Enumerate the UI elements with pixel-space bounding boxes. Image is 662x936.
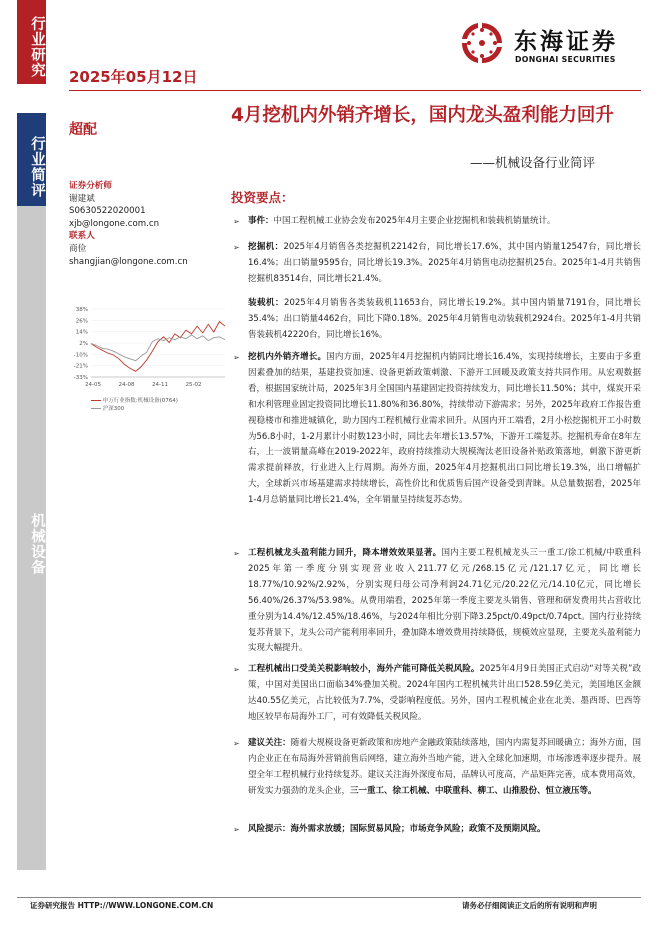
chart-x-tick-label: 24-05	[85, 382, 101, 388]
bullet-icon: ➢	[233, 739, 240, 748]
logo-mark-icon	[458, 19, 506, 67]
chart-x-tick-label: 24-11	[152, 382, 168, 388]
logo-cn: 东海证券	[514, 29, 618, 55]
para-event-lead: 事件：	[248, 216, 274, 226]
legend-item-hs300	[91, 404, 178, 412]
category-tab: 行业研究	[17, 0, 46, 84]
footer-divider	[17, 897, 641, 898]
chart-legend	[91, 396, 178, 412]
para-loader	[248, 296, 641, 344]
chart-y-tick-label: 14%	[75, 329, 88, 336]
chart-series-line-0	[91, 322, 225, 372]
para-event	[248, 214, 641, 230]
para-recommend	[248, 736, 641, 800]
section-title: 投资要点：	[231, 190, 294, 205]
para-loader-lead: 装载机：	[248, 298, 285, 308]
para-domestic-overseas	[248, 350, 641, 509]
industry-tab: 机械设备	[17, 206, 46, 870]
chart-y-tick-label: 2%	[79, 341, 88, 347]
para-recommend-tail: 三一重工、徐工机械、中联重科、柳工、山推股份、恒立液压等。	[350, 785, 597, 796]
chart-y-tick-label: -33%	[73, 375, 88, 381]
legend-swatch-sector	[91, 400, 101, 401]
footer-right: 请务必仔细阅读正文后的所有说明和声明	[462, 901, 597, 910]
para-tariff-lead: 工程机械出口受美关税影响较小，海外产能可降低关税风险。	[248, 664, 480, 674]
header-divider	[69, 90, 641, 91]
report-title: 4月挖机内外销齐增长，国内龙头盈利能力回升	[231, 105, 614, 126]
chart-y-tick-label: -21%	[73, 363, 88, 370]
report-subtitle: ——机械设备行业简评	[470, 155, 596, 170]
analyst-email[interactable]: xjb@longone.com.cn	[69, 218, 160, 229]
para-risk-text: 海外需求放缓；国际贸易风险；市场竞争风险；政策不及预期风险。	[290, 824, 546, 834]
para-excavator-text: 2025年4月销售各类挖掘机22142台，同比增长17.6%，其中国内销量12547台，同比增长16.4%；出口销量9595台，同比增长19.3%。2025年4月销售电动挖掘机25台。2025年1-4月共销售挖掘机83514台，同比增长21.4%。	[248, 242, 641, 284]
company-logo	[458, 15, 642, 75]
legend-label-sector: 申万行业指数:机械设备(0764)	[102, 398, 178, 404]
para-recommend-lead: 建议关注：	[248, 738, 291, 748]
chart-y-tick-label: 26%	[75, 318, 88, 325]
legend-item-sector	[91, 396, 178, 404]
para-profitability-text: 国内主要工程机械龙头三一重工/徐工机械/中联重科2025年第一季度分别实现营业收入211.77亿元/268.15亿元/121.17亿元，同比增长18.77%/10.92%/2.92%，分别实现归母公司净利润24.71亿元/20.22亿元/14.10亿元，同比增长56.40%/26.37%/53.98%。从费用端看，2025年第一季度主要龙头销售、管理和研发费用共占营收比重分别为14.4%/12.45%/18.46%，与2024年相比分别下降3.25pct/0.49pct/0.74pct。国内行业持续复苏背景下，龙头公司产能利用率回升，叠加降本增效费用持续降低，规模效应显现，主要龙头盈利能力实现大幅提升。	[248, 548, 641, 654]
contact-label: 联系人	[69, 231, 95, 242]
para-excavator-lead: 挖掘机：	[248, 242, 284, 252]
chart-y-tick-label: 38%	[75, 307, 88, 313]
bullet-icon: ➢	[233, 665, 240, 674]
para-profitability-lead: 工程机械龙头盈利能力回升，降本增效效果显著。	[248, 548, 442, 558]
rating: 超配	[69, 122, 97, 138]
legend-label-hs300: 沪深300	[102, 406, 125, 412]
contact-email[interactable]: shangjian@longone.com.cn	[69, 256, 188, 267]
para-risk	[248, 822, 641, 838]
contact-name: 商俭	[69, 243, 87, 254]
para-recommend-text: 随着大规模设备更新政策和房地产金融政策陆续落地，国内内需复苏回暖确立；海外方面，国内企业正在布局海外营销前售后网络，建立海外当地产能，进入全球化加速期，市场渗透率逐步提升。展望全年工程机械行业持续复苏。建议关注海外深度布局，品牌认可度高，产品矩阵完善，成本费用高效，研发实力强劲的龙头企业，	[248, 738, 641, 796]
chart-x-tick-label: 24-08	[118, 382, 135, 388]
para-profitability	[248, 546, 641, 657]
legend-swatch-hs300	[91, 408, 101, 409]
para-tariff	[248, 662, 641, 726]
bullet-icon: ➢	[233, 217, 240, 226]
para-domestic-overseas-lead: 挖机内外销齐增长。	[248, 352, 327, 362]
footer-left[interactable]: 证券研究报告 HTTP://WWW.LONGONE.COM.CN	[30, 901, 214, 910]
report-date: 2025年05月12日	[69, 68, 198, 86]
bullet-icon: ➢	[233, 243, 240, 252]
logo-en: DONGHAI SECURITIES	[515, 55, 616, 64]
para-domestic-overseas-text: 国内方面，2025年4月挖掘机内销同比增长16.4%，实现持续增长，主要由于多重因素叠加的结果，基建投资加速、设备更新政策刺激、下游开工回暖及政策支持共同作用。从宏观数据看，根据国家统计局，2025年3月全国国内基建固定投资持续发力，同比增长11.50%；其中，煤炭开采和水利管理业固定投资同比增长11.80%和36.80%，持续带动下游需求；另外，2025年政府工作报告重视稳楼市和推进城镇化，助力国内工程机械行业需求回升。从国内开工端看，2月小松挖掘机开工小时数为56.8小时，1-2月累计小时数123小时，同比去年增长13.57%，下游开工端复苏。挖掘机寿命在8年左右，上一波销量高峰在2019-2022年，政府持续推动大规模淘汰老旧设备补贴政策落地，刺激下游更新需求提前释放，行业进入上行周期。海外方面，2025年4月挖掘机出口同比增长19.3%，出口增幅扩大，全球新兴市场基建需求持续增长，高性价比和优质售后国产设备受到青睐。从总量数据看，2025年1-4月总销量同比增长21.4%，全年销量呈持续复苏态势。	[248, 352, 641, 506]
para-risk-lead: 风险提示：	[248, 824, 291, 834]
analyst-code: S0630522020001	[69, 206, 146, 217]
para-event-text: 中国工程机械工业协会发布2025年4月主要企业挖掘机和装载机销量统计。	[273, 216, 556, 226]
analyst-block	[69, 180, 219, 268]
para-tariff-text: 2025年4月9日美国正式启动“对等关税”政策，中国对美国出口面临34%叠加关税。2024年国内工程机械共计出口528.59亿美元，美国地区金额达40.55亿美元，占比较低为7.7%，受影响程度低。另外，国内工程机械企业在北美、墨西哥、巴西等地区较早布局海外工厂，可有效降低关税风险。	[248, 664, 641, 722]
analyst-name: 谢建斌	[69, 193, 95, 204]
chart-x-tick-label: 25-02	[185, 382, 202, 388]
index-chart	[69, 303, 227, 415]
bullet-icon: ➢	[233, 825, 240, 834]
doc-type-tab: 行业简评	[17, 113, 46, 206]
chart-y-tick-label: -10%	[73, 352, 88, 359]
bullet-icon: ➢	[233, 549, 240, 558]
para-loader-text: 2025年4月销售各类装载机11653台，同比增长19.2%。其中国内销量7191台，同比增长35.4%；出口销量4462台，同比下降0.18%。2025年4月销售电动装载机2924台。2025年1-4月共销售装载机42220台，同比增长16%。	[248, 298, 641, 340]
analyst-label: 证券分析师	[69, 181, 112, 191]
chart-series-line-1	[91, 335, 225, 361]
bullet-icon: ➢	[233, 353, 240, 362]
para-excavator	[248, 240, 641, 288]
